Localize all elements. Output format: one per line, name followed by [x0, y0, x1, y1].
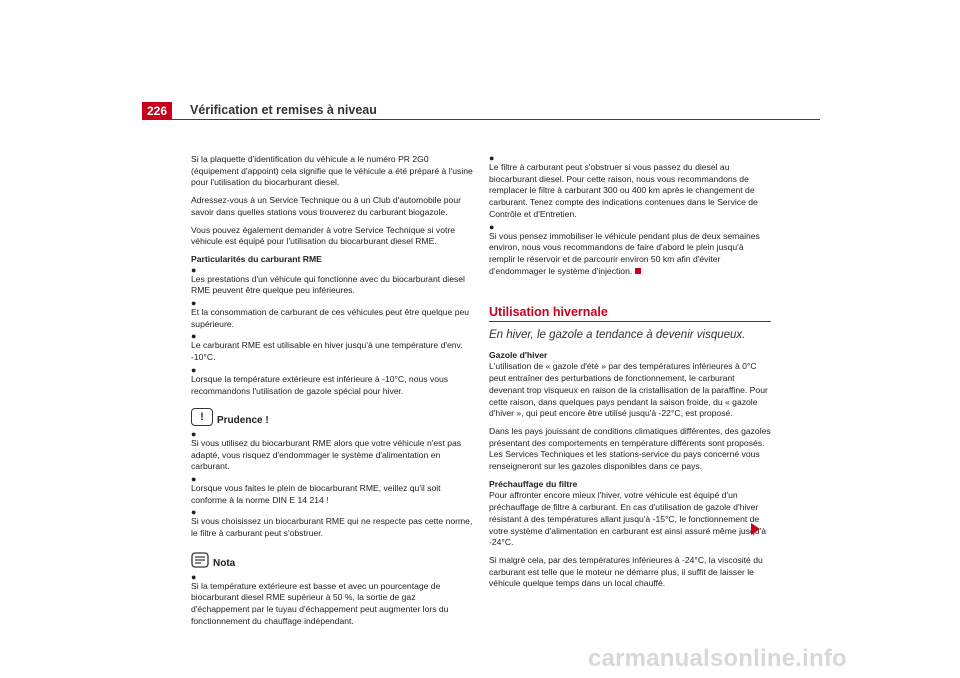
- section-subtitle: En hiver, le gazole a tendance à devenir visqueux.: [489, 329, 746, 342]
- paragraph: Pour affronter encore mieux l'hiver, votre véhicule est équipé d'un préchauffage de filtre à carburant. En cas d'utilisation de gazole d'hiver résistant à des températures allant jusqu'à -15°C, le fonctionnement de votre système d'alimentation en carburant est ainsi assuré même jusqu'à -24°C.: [489, 490, 766, 548]
- bullet-icon: ●: [191, 571, 197, 582]
- bullet-icon: ●: [191, 474, 197, 485]
- paragraph: Dans les pays jouissant de conditions climatiques différentes, des gazoles présentant des comportements en température différents sont proposés. Les Services Techniques et les stations-service du pays concerné vous renseigneront sur les gazoles disponibles dans ce pays.: [489, 425, 771, 472]
- bullet-icon: ●: [191, 298, 197, 309]
- watermark: carmanualsonline.info: [588, 645, 847, 672]
- bullet-icon: ●: [191, 428, 197, 439]
- subheading-prechauffage: Préchauffage du filtre: [489, 478, 578, 489]
- section-rule: [489, 321, 771, 322]
- prudence-title: Prudence !: [217, 415, 269, 427]
- paragraph: L'utilisation de « gazole d'été » par des températures inférieures à 0°C peut entraîner des perturbations de fonctionnement, le carburant devenant trop visqueux en raison de la cristallisation de la paraffine. Pour cette raison, dans quelques pays pendant la saison froide, du « gazole d'hiver », qui peut encore être utilisé jusqu'à -22°C, est proposé.: [489, 361, 768, 419]
- bullet-item: ● Les prestations d'un véhicule qui fonctionne avec du biocarburant diesel RME peuvent être quelque peu inférieures.: [191, 266, 473, 297]
- bullet-item: ● Le filtre à carburant peut s'obstruer si vous passez du diesel au biocarburant diesel. Pour cette raison, nous vous recommandons de remplacer le filtre à carburant 300 ou 400 km après le changement de carburant. Tenez compte des indications contenues dans le Service de Contrôle et d'Entretien.: [489, 154, 771, 221]
- page-number: 226: [142, 102, 172, 120]
- bullet-icon: ●: [489, 153, 495, 163]
- bullet-item: ● Si vous choisissez un biocarburant RME qui ne respecte pas cette norme, le filtre à carburant peut s'obstruer.: [191, 507, 473, 539]
- bullet-icon: ●: [191, 331, 197, 342]
- paragraph: Si malgré cela, par des températures inférieures à -24°C, la viscosité du carburant est telle que le moteur ne démarre plus, il suffit de laisser le véhicule quelque temps dans un local chauffé.: [489, 554, 763, 589]
- section-end-icon: [635, 268, 641, 274]
- subheading-particularites: Particularités du carburant RME: [191, 253, 322, 264]
- chapter-title: Vérification et remises à niveau: [190, 103, 377, 117]
- bullet-item: ● Si vous utilisez du biocarburant RME alors que votre véhicule n'est pas adapté, vous risquez d'endommager le système d'alimentation en carburant.: [191, 430, 473, 473]
- nota-title: Nota: [213, 557, 236, 569]
- page-header: [142, 102, 820, 120]
- bullet-item: ● Et la consommation de carburant de ces véhicules peut être quelque peu supérieure.: [191, 299, 473, 330]
- bullet-item: ● Lorsque vous faites le plein de biocarburant RME, veillez qu'il soit conforme à la norme DIN E 14 214 !: [191, 475, 473, 506]
- subheading-gazole: Gazole d'hiver: [489, 349, 548, 360]
- bullet-icon: ●: [191, 364, 197, 375]
- section-title: Utilisation hivernale: [489, 305, 608, 320]
- bullet-icon: ●: [191, 507, 197, 518]
- exclamation-box-icon: !: [191, 408, 213, 426]
- paragraph: Adressez-vous à un Service Technique ou à un Club d'automobile pour savoir dans quelles stations vous trouverez du carburant biogazole.: [191, 195, 461, 217]
- note-icon: [191, 552, 209, 568]
- left-column: [191, 154, 473, 629]
- bullet-item: ● Lorsque la température extérieure est inférieure à -10°C, nous vous recommandons l'utilisation de gazole spécial pour hiver.: [191, 366, 473, 397]
- bullet-icon: ●: [489, 221, 495, 232]
- right-column: [489, 154, 771, 596]
- paragraph: Si la plaquette d'identification du véhicule a le numéro PR 2G0 (équipement d'appoint) cela signifie que le véhicule a été préparé à l'usine pour l'utilisation du biocarburant diesel.: [191, 154, 473, 188]
- header-rule: [142, 119, 820, 120]
- bullet-item: ● Le carburant RME est utilisable en hiver jusqu'à une température d'env. -10°C.: [191, 332, 473, 363]
- bullet-item: ● Si vous pensez immobiliser le véhicule pendant plus de deux semaines environ, nous vous recommandons de faire d'abord le plein jusqu'à remplir le réservoir et de parcourir environ 50 km afin d'éviter d'endommager le système d'injection.: [489, 223, 771, 278]
- next-page-arrow-icon[interactable]: [751, 523, 760, 535]
- prudence-heading: [191, 407, 473, 427]
- bullet-icon: ●: [191, 264, 197, 275]
- nota-heading: [191, 550, 473, 570]
- bullet-item: ● Si la température extérieure est basse et avec un pourcentage de biocarburant diesel RME supérieur à 50 %, la sortie de gaz d'échappement par le tuyau d'échappement peut augmenter lors du fonctionnement du chauffage indépendant.: [191, 573, 473, 628]
- paragraph: Vous pouvez également demander à votre Service Technique si votre véhicule est équipé pour l'utilisation du biocarburant diesel RME.: [191, 224, 456, 247]
